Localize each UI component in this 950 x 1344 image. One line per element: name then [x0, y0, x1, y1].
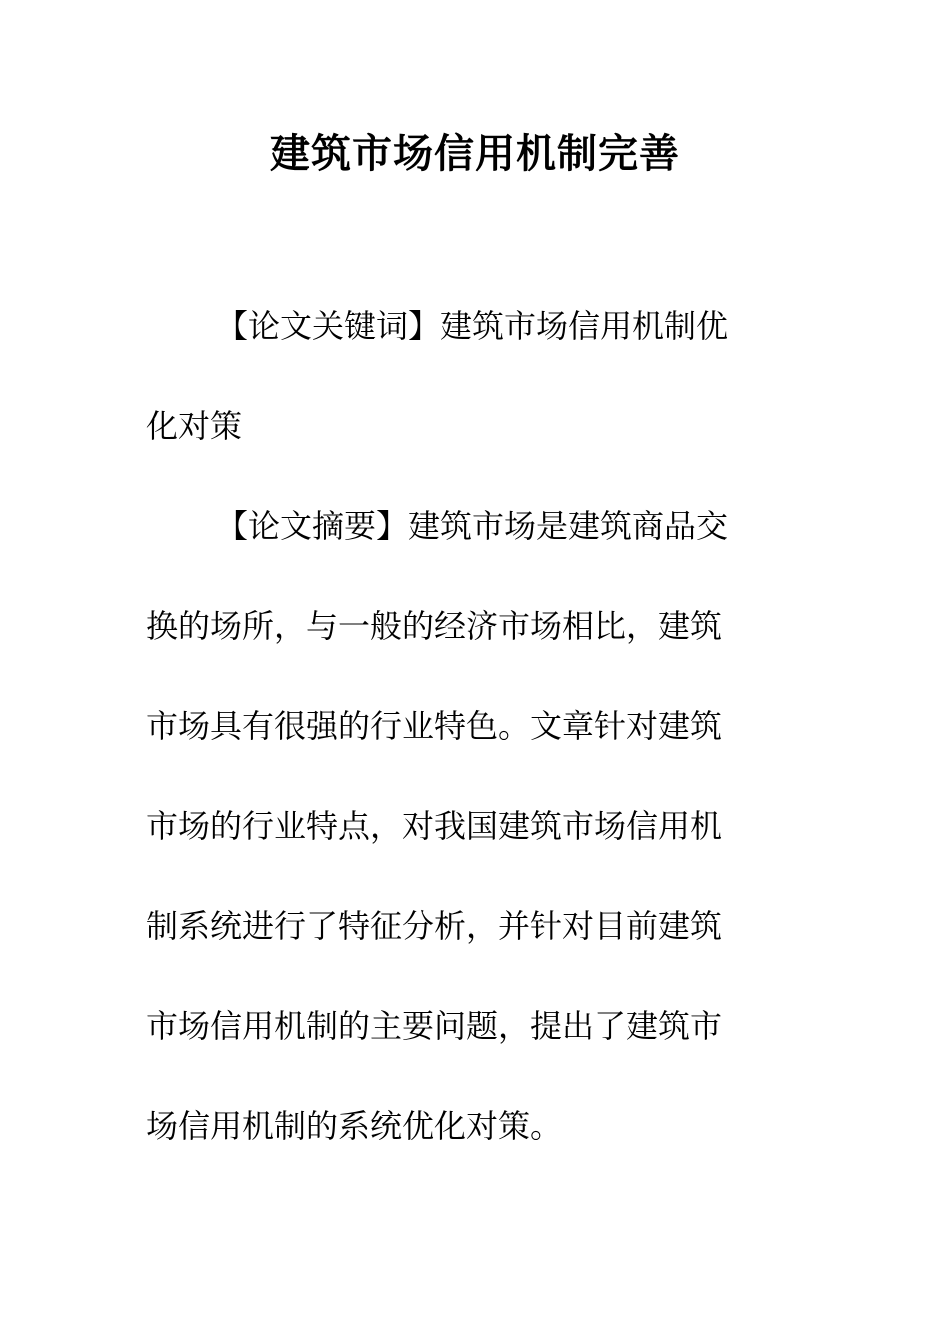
abstract-paragraph-line: 换的场所，与一般的经济市场相比，建筑 — [146, 607, 723, 645]
keywords-paragraph-line: 化对策 — [146, 407, 243, 445]
keywords-paragraph-line: 【论文关键词】建筑市场信用机制优 — [216, 307, 729, 345]
abstract-paragraph-line: 市场的行业特点，对我国建筑市场信用机 — [146, 807, 723, 845]
abstract-paragraph-line: 市场信用机制的主要问题，提出了建筑市 — [146, 1007, 723, 1045]
abstract-paragraph-line: 市场具有很强的行业特色。文章针对建筑 — [146, 707, 723, 745]
abstract-paragraph-line: 制系统进行了特征分析，并针对目前建筑 — [146, 907, 723, 945]
document-title: 建筑市场信用机制完善 — [270, 131, 680, 177]
abstract-paragraph-line: 【论文摘要】建筑市场是建筑商品交 — [216, 507, 729, 545]
abstract-paragraph-line: 场信用机制的系统优化对策。 — [146, 1107, 563, 1145]
